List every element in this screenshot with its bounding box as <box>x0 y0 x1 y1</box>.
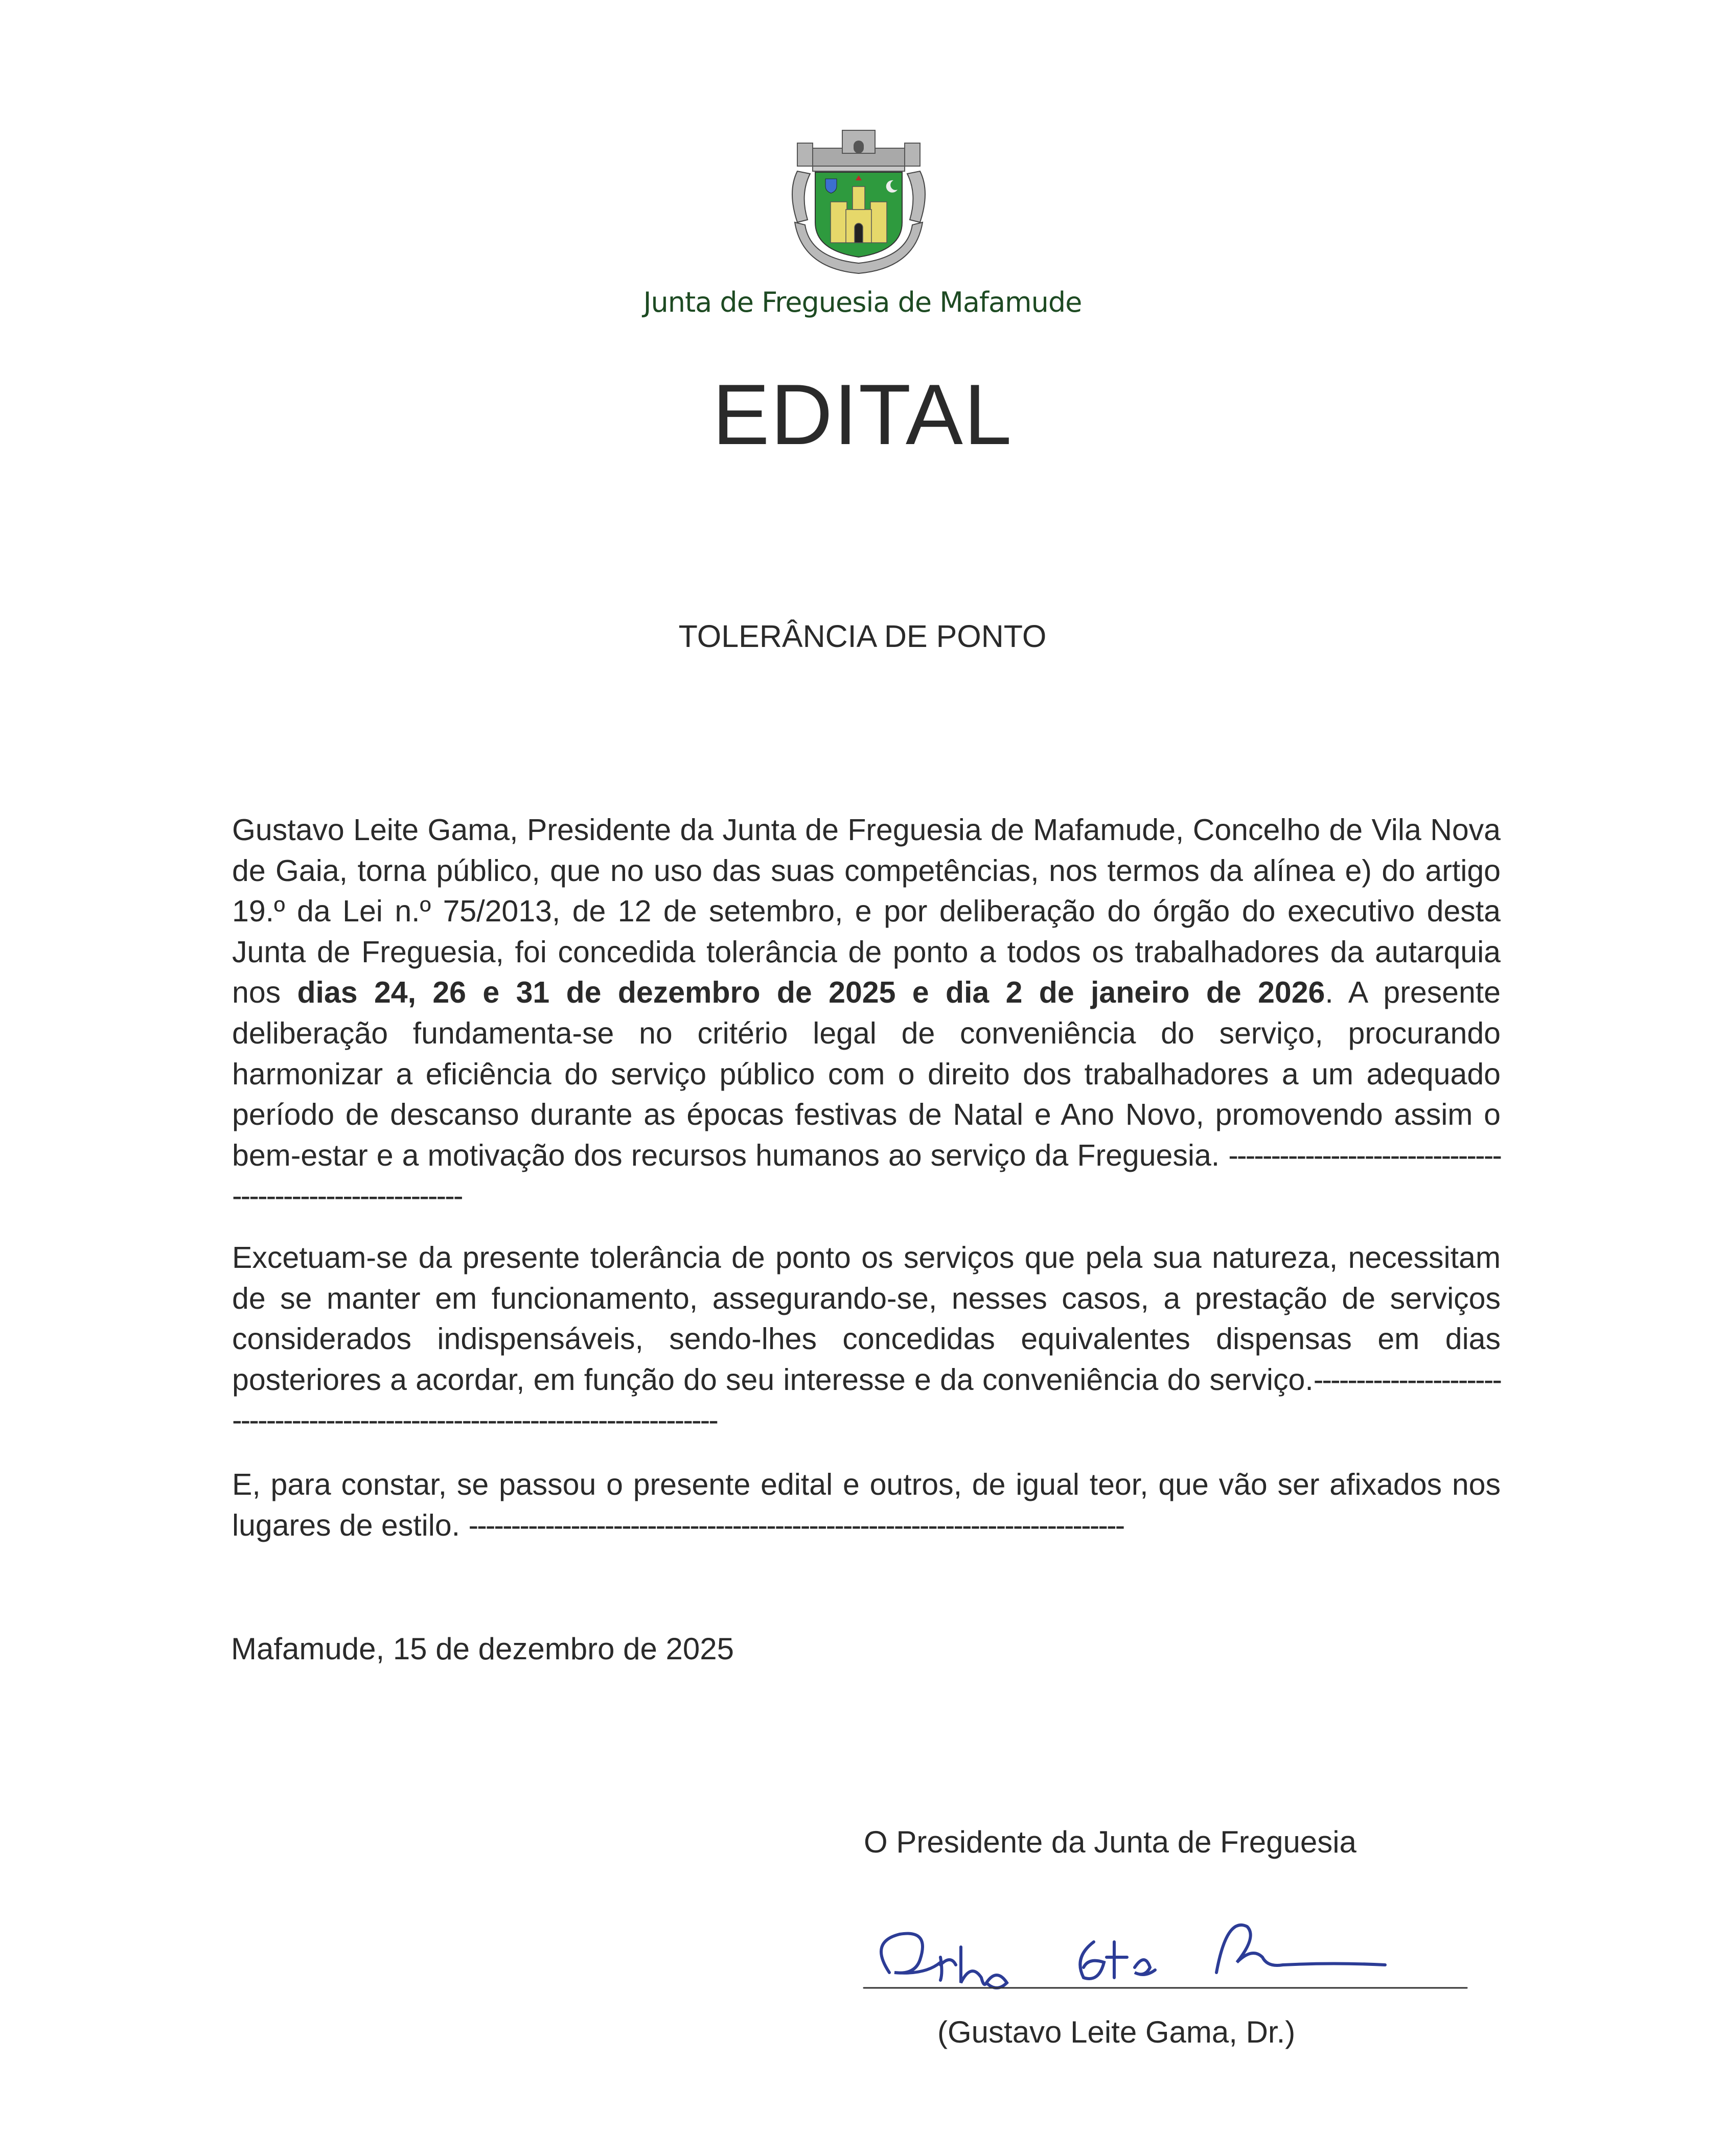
signatory-role: O Presidente da Junta de Freguesia <box>864 1825 1356 1859</box>
paragraph-closing <box>232 1465 1501 1546</box>
municipal-crest-logo <box>782 120 935 279</box>
paragraph-text: . A presente deliberação fundamenta-se no critério legal de conveniência do serviço, procurando harmonizar a eficiência do serviço público com o direito dos trabalhadores a um adequado período de descanso durante as épocas festivas de Natal e Ano Novo, promovendo assim o bem-estar e a motivação dos recursos humanos ao serviço da Freguesia. <box>232 976 1501 1172</box>
mural-crown-icon <box>797 130 920 171</box>
organization-name: Junta de Freguesia de Mafamude <box>643 286 1082 318</box>
paragraph-exceptions <box>232 1238 1501 1441</box>
paragraph-announcement <box>232 810 1501 1217</box>
paragraph-text: E, para constar, se passou o presente edital e outros, de igual teor, que vão ser afixados nos lugares de estilo. <box>232 1468 1501 1542</box>
paragraph-text: Excetuam-se da presente tolerância de ponto os serviços que pela sua natureza, necessitam de se manter em funcionamento, assegurando-se, nesses casos, a prestação de serviços considerados indispensáveis, sendo-lhes concedidas equivalentes dispensas em dias posteriores a acordar, em função do seu interesse e da conveniência do serviço. <box>232 1241 1501 1397</box>
date-line: Mafamude, 15 de dezembro de 2025 <box>231 1632 734 1666</box>
document-subtitle: TOLERÂNCIA DE PONTO <box>678 619 1047 654</box>
paragraph-text: Gustavo Leite Gama, Presidente da Junta de Freguesia de Mafamude, Concelho de Vila Nova de Gaia, torna público, que no uso das suas competências, nos termos da alínea e) do artigo 19.º da Lei n.º 75/2013, de 12 de setembro, e por deliberação do órgão do executivo desta Junta de Freguesia, foi concedida tolerância de ponto a todos os trabalhadores da autarquia nos <box>232 813 1501 1010</box>
dash-filler: ----------------------------------------------------------------------------- <box>468 1508 1124 1542</box>
highlighted-dates: dias 24, 26 e 31 de dezembro de 2025 e dia 2 de janeiro de 2026 <box>297 976 1325 1010</box>
dash-filler: ------------------------------------------------------------------------------- <box>232 1362 1501 1438</box>
dash-filler: ----------------------------------------------------------- <box>232 1138 1501 1213</box>
document-title: EDITAL <box>712 366 1013 462</box>
signatory-name: (Gustavo Leite Gama, Dr.) <box>937 2015 1296 2049</box>
handwritten-signature <box>859 1911 1472 1998</box>
